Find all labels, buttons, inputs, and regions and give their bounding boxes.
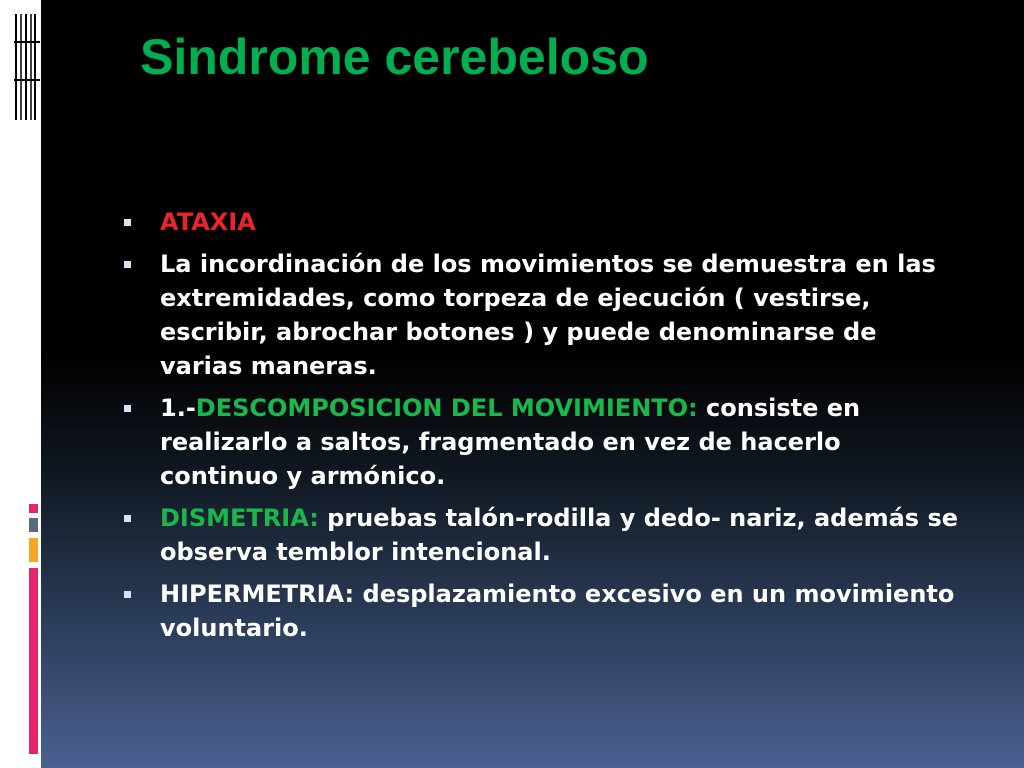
bullet-ataxia: [120, 205, 965, 239]
square-bullet-icon: [124, 219, 131, 226]
bullet-decomposition: [120, 391, 965, 493]
square-bullet-icon: [124, 261, 131, 268]
bullet-list: [120, 205, 965, 653]
hypermetria-text: HIPERMETRIA: desplazamiento excesivo en un movimiento voluntario.: [160, 580, 955, 642]
bullet-dysmetria: [120, 501, 965, 569]
slide-title: Sindrome cerebeloso: [140, 29, 649, 85]
bullet-incoordination: [120, 247, 965, 383]
document-lines-icon: [14, 12, 40, 122]
accent-bar-slate: [29, 518, 38, 532]
dysmetria-term: DISMETRIA:: [160, 504, 319, 532]
accent-bar-orange: [29, 538, 38, 562]
square-bullet-icon: [124, 515, 131, 522]
ataxia-heading: ATAXIA: [160, 208, 256, 236]
decomposition-text: consiste en realizarlo a saltos, fragmentado en vez de hacerlo continuo y armónico.: [160, 394, 861, 490]
accent-bar-pink-long: [29, 568, 38, 754]
incoordination-text: La incordinación de los movimientos se demuestra en las extremidades, como torpeza de ejecución ( vestirse, escribir, abrochar botones ) y puede denominarse de varias maneras.: [160, 250, 936, 380]
accent-bar-pink-top: [29, 504, 38, 513]
square-bullet-icon: [124, 405, 131, 412]
left-accent-strip: [0, 0, 41, 768]
bullet-hypermetria: [120, 577, 965, 645]
decomposition-prefix: 1.-: [160, 394, 196, 422]
square-bullet-icon: [124, 591, 131, 598]
dysmetria-text: pruebas talón-rodilla y dedo- nariz, además se observa temblor intencional.: [160, 504, 959, 566]
decomposition-term: DESCOMPOSICION DEL MOVIMIENTO:: [195, 394, 698, 422]
